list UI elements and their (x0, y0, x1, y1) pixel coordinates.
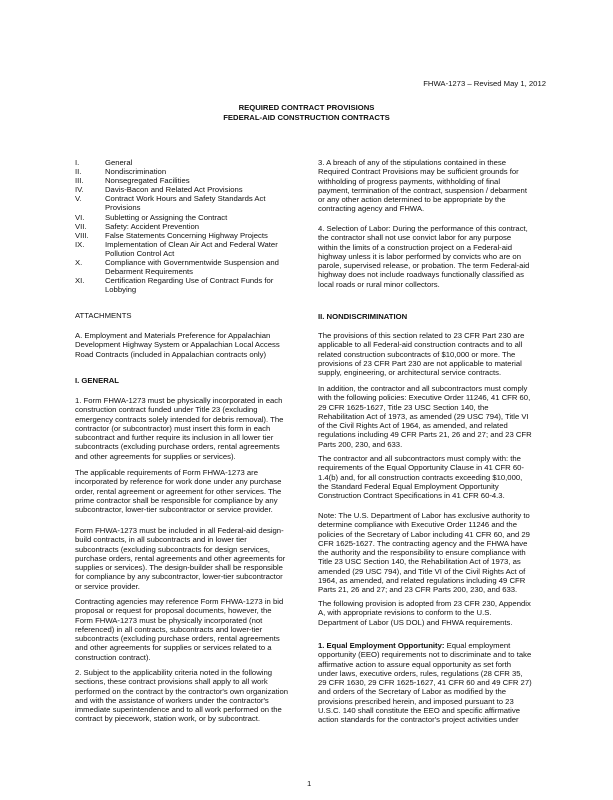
text-line (318, 158, 527, 167)
text-line (318, 312, 407, 321)
text-line-content: determine compliance with Executive Order 11246 and the (318, 520, 517, 530)
toc-item (75, 167, 279, 176)
text-line-content: and with the assistance of workers under the contractor's (75, 695, 269, 705)
text-line-content: regulations including 49 CFR Parts 21, 26 and 27; and 23 CFR (318, 430, 532, 440)
text-line (318, 204, 527, 213)
toc-label-line: Debarment Requirements (105, 267, 194, 277)
toc-item (75, 222, 279, 231)
text-line-content: supplies or services). The design-builder shall be responsible (75, 563, 283, 572)
general-applicable (75, 468, 281, 514)
toc-label-line: Implementation of Clean Air Act and Federal Water (105, 239, 278, 249)
title-line-1: REQUIRED CONTRACT PROVISIONS (238, 103, 375, 112)
toc-item (75, 231, 279, 240)
text-line (318, 454, 524, 463)
text-line (75, 554, 285, 563)
form-revision-header: FHWA-1273 – Revised May 1, 2012 (423, 79, 546, 88)
toc-label (105, 185, 243, 194)
general-4 (318, 224, 529, 289)
toc-label-line: Nonsegregated Facilities (105, 176, 190, 186)
toc-label (105, 167, 166, 176)
text-line (318, 539, 530, 548)
text-line (318, 368, 524, 377)
text-line (318, 384, 532, 393)
text-line-content: affirmative action to assure equal opportunity as set forth (318, 659, 512, 669)
toc-number: V. (75, 194, 82, 204)
text-line-content: related construction subcontracts of $10,000 or more. The (318, 349, 516, 359)
text-line-content: Parts 200, 230, and 633. (318, 439, 403, 449)
toc-item (75, 213, 279, 222)
text-line-content: incorporated by reference for work done under any purchase (75, 477, 282, 487)
text-line-content: the contractor shall not use convict labor for any purpose (318, 233, 512, 243)
nondisc-provisions (318, 331, 524, 377)
text-line (318, 350, 524, 359)
toc-number: XI. (75, 276, 85, 286)
nondisc-following (318, 599, 531, 627)
nondiscrimination-heading (318, 312, 407, 321)
text-line-content: provisions of 23 CFR Part 230 are not applicable to material (318, 358, 522, 368)
text-line-content: Contracting agencies may reference Form FHWA-1273 in bid (75, 597, 284, 606)
text-line-content: subcontracts (excluding subcontracts for design services, (75, 544, 270, 554)
text-line (318, 393, 532, 402)
text-line (318, 430, 532, 439)
toc-item (75, 158, 279, 167)
text-line-content: Development Highway System or Appalachian Local Access (75, 340, 280, 350)
text-line (318, 270, 529, 279)
toc-number: X. (75, 258, 83, 268)
text-line-content: highway does not include roadways functionally classified as (318, 270, 524, 280)
text-line (318, 706, 532, 715)
text-line (318, 697, 532, 706)
toc-label-line: Davis-Bacon and Related Act Provisions (105, 185, 243, 195)
text-line (75, 535, 285, 544)
text-line (75, 505, 281, 514)
text-line-content: performed on the contract by the contractor's own organization (75, 686, 288, 696)
text-line-content: construction contract). (75, 652, 151, 662)
toc-item (75, 185, 279, 194)
text-line-content: prime contractor shall be responsible for compliance by any (75, 495, 278, 505)
text-line-content: 1964, as amended, and related regulations including 49 CFR (318, 575, 526, 585)
text-line-content: policies of the Secretary of Labor including 41 CFR 60, and 29 (318, 529, 530, 539)
text-line (75, 496, 281, 505)
text-line (75, 433, 283, 442)
text-line-content: I. GENERAL (75, 376, 119, 385)
toc-label-line: Subletting or Assigning the Contract (105, 212, 228, 222)
toc-number: IV. (75, 185, 84, 195)
text-line (75, 705, 288, 714)
text-line-content: opportunity (EEO) requirements not to discriminate and to take (318, 650, 532, 660)
toc-label (105, 222, 199, 231)
toc-label-line: Compliance with Governmentwide Suspension and (105, 258, 279, 268)
text-line-content: The contractor and all subcontractors must comply with: the (318, 454, 521, 463)
text-line-content: The provisions of this section related to 23 CFR Part 230 are (318, 331, 525, 340)
text-line-content: In addition, the contractor and all subcontractors must comply (318, 384, 528, 393)
text-line (318, 195, 527, 204)
text-line (318, 412, 532, 421)
text-line (75, 340, 280, 349)
text-line (75, 653, 283, 662)
text-line-content: payment, termination of the contract, suspension / debarment (318, 185, 527, 195)
nondisc-eeo-clause (318, 454, 524, 500)
text-line (75, 643, 283, 652)
text-line (75, 405, 283, 414)
text-line (318, 530, 530, 539)
toc-label-line: Nondiscrimination (105, 167, 167, 177)
text-line-content: Form FHWA-1273 must be included in all Federal-aid design- (75, 526, 284, 535)
text-line (318, 482, 524, 491)
title-line-2: FEDERAL-AID CONSTRUCTION CONTRACTS (223, 113, 390, 122)
nondisc-note (318, 511, 530, 594)
toc-label (105, 231, 268, 240)
text-line-content: construction contract funded under Title 23 (excluding (75, 405, 258, 415)
text-line (318, 177, 527, 186)
text-line-content: Department of Labor (US DOL) and FHWA requirements. (318, 617, 513, 627)
text-line (318, 585, 530, 594)
toc-number: VIII. (75, 230, 89, 240)
text-line (75, 625, 283, 634)
text-line-content: of the Civil Rights Act of 1964, as amended, and related (318, 421, 508, 430)
toc-number: II. (75, 167, 82, 177)
text-line (75, 311, 132, 320)
text-line (75, 714, 288, 723)
general-agencies (75, 597, 283, 662)
text-line-content: subcontract and further require its inclusion in all lower tier (75, 433, 274, 442)
text-line-content: Note: The U.S. Department of Labor has exclusive authority to (318, 511, 530, 520)
text-line (318, 224, 529, 233)
text-line-content: The following provision is adopted from 23 CFR 230, Appendix (318, 599, 531, 608)
text-line-content: 29 CFR 1630, 29 CFR 1625-1627, 41 CFR 60 and 49 CFR 27) (318, 678, 532, 687)
text-line-content: parole, supervised release, or probation. The term Federal-aid (318, 261, 530, 270)
text-line-content: sections, these contract provisions shall apply to all work (75, 677, 268, 687)
text-line (75, 545, 285, 554)
page-title (0, 103, 613, 123)
text-line-content: A. Employment and Materials Preference for Appalachian (75, 331, 271, 340)
text-line-content: Form FHWA-1273 must be physically incorporated (not (75, 615, 263, 625)
text-line-content: and other agreements for supplies or services related to a (75, 643, 272, 653)
text-line (318, 687, 532, 696)
text-line-content: contractor (or subcontractor) must insert this form in each (75, 423, 271, 433)
text-line-content: the authority and the responsibility to ensure compliance with (318, 548, 526, 557)
text-line-content: 1. Form FHWA-1273 must be physically incorporated in each (75, 396, 283, 405)
text-line-content: subcontracts (excluding purchase orders, rental agreements (75, 634, 280, 643)
text-line-content: provisions prescribed herein, and imposed pursuant to 23 (318, 696, 514, 706)
text-line-content: with the following policies: Executive Order 11246, 41 CFR 60, (318, 393, 531, 403)
text-line-content: 4. Selection of Labor: During the performance of this contract, (318, 224, 528, 233)
toc-label-line: General (105, 158, 133, 167)
text-line-content: amended (29 USC 794), and Title VI of the Civil Rights Act of (318, 566, 526, 576)
text-line (318, 243, 529, 252)
text-line (318, 491, 524, 500)
text-line (75, 668, 288, 677)
text-line (75, 687, 288, 696)
text-line (75, 696, 288, 705)
text-line (75, 526, 285, 535)
text-line-content: subcontractor, lower-tier subcontractor or service provider. (75, 505, 273, 514)
text-line (318, 520, 530, 529)
text-line (75, 331, 280, 340)
toc-label-line: Safety: Accident Prevention (105, 221, 200, 231)
toc-item (75, 240, 279, 258)
toc-number: IX. (75, 239, 85, 249)
nondisc-addition (318, 384, 532, 449)
text-line-content: Construction Contract Specifications in 41 CFR 60-4.3. (318, 491, 505, 500)
nondisc-1 (318, 641, 532, 724)
text-line (75, 452, 283, 461)
text-line-content: The applicable requirements of Form FHWA-1273 are (75, 468, 259, 477)
text-line (318, 669, 532, 678)
text-line (318, 650, 532, 659)
text-line-content: II. NONDISCRIMINATION (318, 312, 408, 321)
table-of-contents (75, 158, 279, 294)
text-line (318, 280, 529, 289)
toc-number: III. (75, 176, 84, 186)
text-line-content: Road Contracts (included in Appalachian contracts only) (75, 349, 267, 359)
text-line-content: Parts 21, 26 and 27; and 23 CFR Parts 200, 230, and 633. (318, 585, 518, 594)
text-line-content: highway unless it is labor performed by convicts who are on (318, 251, 521, 261)
text-line-content: supply, engineering, or architectural service contracts. (318, 368, 502, 377)
toc-label-line: Certification Regarding Use of Contract Funds for (105, 276, 274, 286)
text-line (75, 563, 285, 572)
text-line-content: U.S.C. 140 shall constitute the EEO and specific affirmative (318, 705, 520, 715)
text-line (318, 660, 532, 669)
text-line-content: 3. A breach of any of the stipulations contained in these (318, 158, 507, 167)
text-line-content: under laws, executive orders, rules, regulations (28 CFR 35, (318, 668, 523, 678)
general-3 (318, 158, 527, 214)
text-line (318, 641, 532, 650)
text-line-content: or any other action determined to be appropriate by the (318, 195, 506, 204)
toc-label-line: Contract Work Hours and Safety Standards Act (105, 194, 266, 204)
text-line-content: contract by piecework, station work, or by subcontract. (75, 714, 261, 724)
text-line-content: order, rental agreement or agreement for other services. The (75, 486, 282, 496)
text-line-content: immediate superintendence and to all work performed on the (75, 705, 282, 714)
toc-label (105, 240, 278, 258)
text-line-content: subcontracts (excluding purchase orders, rental agreements (75, 442, 280, 452)
general-design-build (75, 526, 285, 591)
text-line-content: action standards for the contractor's project activities under (318, 715, 519, 724)
text-line-content: Title 23 USC Section 140, the Rehabilitation Act of 1973, as (318, 557, 521, 567)
toc-item (75, 194, 279, 212)
text-line-content: for compliance by any subcontractor, lower-tier subcontractor (75, 572, 283, 582)
toc-label (105, 276, 273, 294)
toc-item (75, 276, 279, 294)
text-line (75, 634, 283, 643)
text-line (75, 442, 283, 451)
text-line (75, 597, 283, 606)
text-line (75, 616, 283, 625)
text-line (318, 576, 530, 585)
text-line-content: 1.4(b) and, for all construction contracts exceeding $10,000, (318, 472, 523, 482)
text-line (318, 440, 532, 449)
text-line (75, 468, 281, 477)
text-line-content: Required Contract Provisions may be sufficient grounds for (318, 167, 519, 177)
text-line-content: purchase orders, rental agreements and other agreements for (75, 553, 286, 563)
text-line-content: emergency contracts solely intended for debris removal). The (75, 414, 284, 424)
text-line (318, 186, 527, 195)
text-line-content: CFR 1625-1627. The contracting agency and the FHWA have (318, 538, 528, 548)
text-line-content: within the limits of a construction project on a Federal-aid (318, 242, 512, 252)
text-line (75, 487, 281, 496)
text-line (75, 350, 280, 359)
text-line (75, 606, 283, 615)
text-line (75, 477, 281, 486)
text-line (75, 376, 119, 385)
text-line-content: the Standard Federal Equal Employment Opportunity (318, 481, 499, 491)
toc-label (105, 213, 227, 222)
page-number: 1 (307, 779, 312, 788)
text-line (318, 548, 530, 557)
general-2 (75, 668, 288, 724)
text-line (318, 403, 532, 412)
text-line (318, 511, 530, 520)
toc-item (75, 176, 279, 185)
text-line (318, 421, 532, 430)
text-line (318, 359, 524, 368)
text-line-content: 29 CFR 1625-1627, Title 23 USC Section 140, the (318, 402, 489, 412)
text-line-content: proposal or request for proposal documents, however, the (75, 606, 272, 616)
text-line (318, 463, 524, 472)
text-line (75, 582, 285, 591)
text-line (318, 340, 524, 349)
text-line-content: and orders of the Secretary of Labor as modified by the (318, 687, 507, 697)
text-line (318, 557, 530, 566)
text-line (75, 424, 283, 433)
toc-label-line: Lobbying (105, 285, 137, 295)
toc-number: VI. (75, 212, 85, 222)
text-line (75, 396, 283, 405)
toc-label-line: False Statements Concerning Highway Projects (105, 230, 268, 240)
general-heading (75, 376, 119, 385)
text-line-content: referenced) in all contracts, subcontracts and lower-tier (75, 624, 263, 634)
toc-label (105, 258, 279, 276)
text-line (75, 572, 285, 581)
text-line (318, 608, 531, 617)
toc-label (105, 158, 132, 167)
attachments-heading (75, 311, 132, 320)
text-line (318, 473, 524, 482)
text-line-content: 2. Subject to the applicability criteria noted in the following (75, 668, 272, 677)
text-line (318, 715, 532, 724)
toc-label-line: Pollution Control Act (105, 248, 175, 258)
toc-item (75, 258, 279, 276)
toc-number: VII. (75, 221, 87, 231)
text-line-content: applicable to all Federal-aid construction contracts and to all (318, 340, 523, 350)
toc-label-line: Provisions (105, 203, 141, 213)
text-line-content: withholding of progress payments, withholding of final (318, 176, 501, 186)
toc-number: I. (75, 158, 80, 167)
text-line-content: Equal employment (444, 641, 511, 650)
text-line (318, 167, 527, 176)
text-line-content: contracting agency and FHWA. (318, 204, 425, 214)
text-line (318, 678, 532, 687)
text-line (318, 261, 529, 270)
text-line-content: Rehabilitation Act of 1973, as amended (29 USC 794), Title VI (318, 411, 529, 421)
text-line-content: or service provider. (75, 581, 140, 591)
general-1 (75, 396, 283, 461)
toc-label (105, 194, 266, 212)
text-line-content: local roads or rural minor collectors. (318, 279, 440, 289)
text-line-content: and other agreements for supplies or services). (75, 451, 236, 461)
paragraph-lead: 1. Equal Employment Opportunity: (318, 641, 445, 650)
text-line (318, 331, 524, 340)
text-line-content: ATTACHMENTS (75, 311, 132, 320)
text-line-content: requirements of the Equal Opportunity Clause in 41 CFR 60- (318, 463, 524, 473)
text-line (318, 233, 529, 242)
text-line-content: A, with appropriate revisions to conform to the U.S. (318, 608, 492, 618)
toc-label (105, 176, 190, 185)
text-line-content: build contracts, in all subcontracts and in lower tier (75, 535, 247, 545)
text-line (318, 252, 529, 261)
text-line (318, 618, 531, 627)
text-line (318, 567, 530, 576)
text-line (75, 415, 283, 424)
attachment-a (75, 331, 280, 359)
text-line (318, 599, 531, 608)
text-line (75, 677, 288, 686)
